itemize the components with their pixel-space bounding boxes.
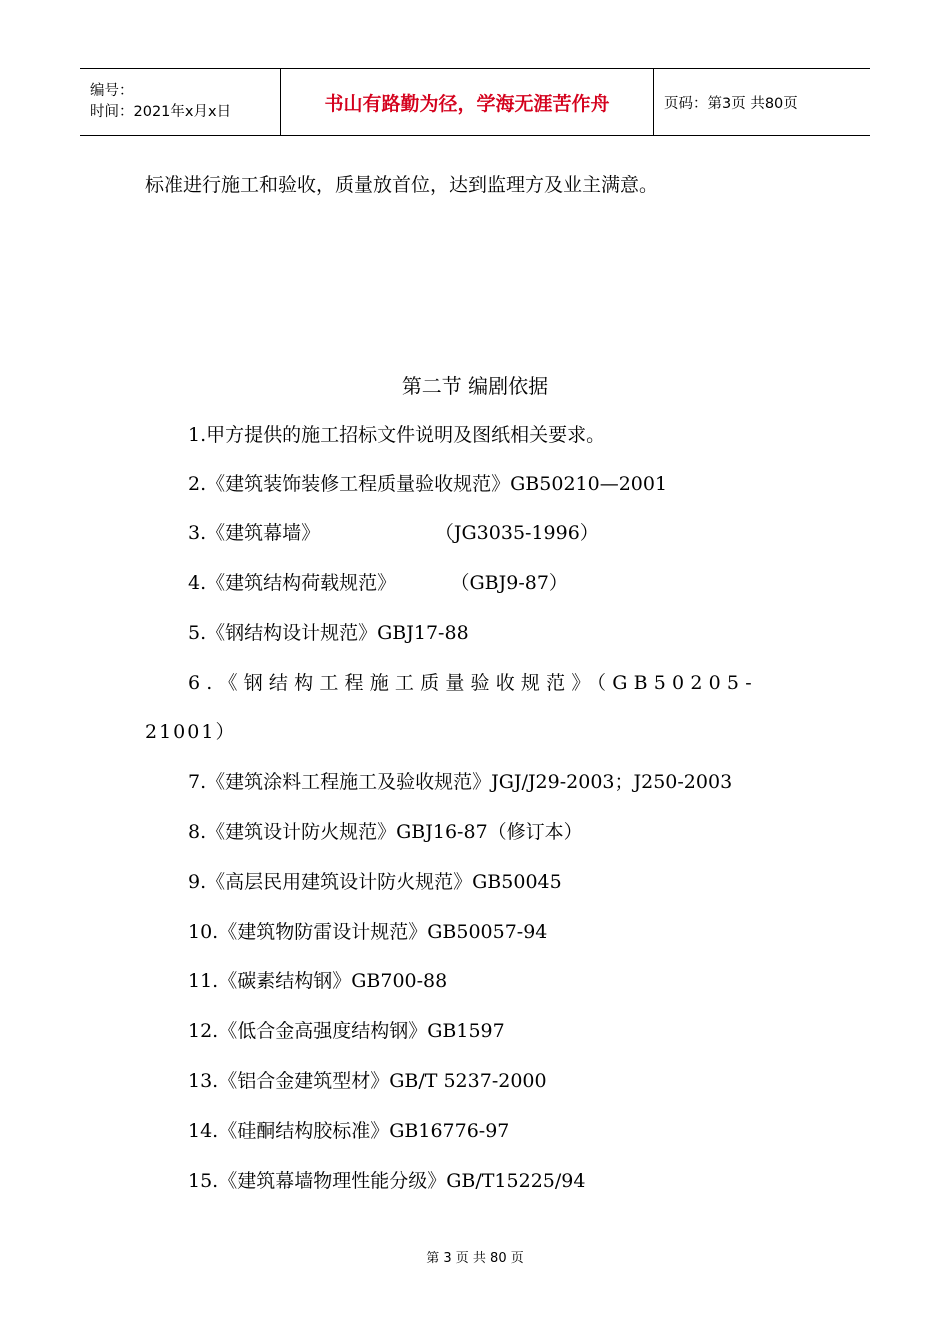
list-item-6: 6.《钢结构工程施工质量验收规范》（GB50205- xyxy=(188,672,758,694)
list-item-13: 13.《铝合金建筑型材》GB/T 5237-2000 xyxy=(188,1070,547,1092)
list-item-11: 11.《碳素结构钢》GB700-88 xyxy=(188,970,448,992)
header-motto: 书山有路勤为径，学海无涯苦作舟 xyxy=(324,92,610,115)
list-item-15: 15.《建筑幕墙物理性能分级》GB/T15225/94 xyxy=(188,1170,586,1192)
list-item-2: 2.《建筑装饰装修工程质量验收规范》GB50210—2001 xyxy=(188,473,668,495)
document-date: 时间：2021年x月x日 xyxy=(90,104,232,120)
list-item-7: 7.《建筑涂料工程施工及验收规范》JGJ/J29-2003；J250-2003 xyxy=(188,771,733,793)
list-item-8: 8.《建筑设计防火规范》GBJ16-87（修订本） xyxy=(188,821,583,843)
list-item-5: 5.《钢结构设计规范》GBJ17-88 xyxy=(188,622,469,644)
header-page-cell xyxy=(654,69,870,135)
list-item-1: 1.甲方提供的施工招标文件说明及图纸相关要求。 xyxy=(188,424,606,446)
list-item-4: 4.《建筑结构荷载规范》 （GBJ9-87） xyxy=(188,572,568,594)
list-item-12: 12.《低合金高强度结构钢》GB1597 xyxy=(188,1020,505,1042)
list-item-3: 3.《建筑幕墙》 （JG3035-1996） xyxy=(188,522,599,544)
list-item-14: 14.《硅酮结构胶标准》GB16776-97 xyxy=(188,1120,510,1142)
page-footer: 第 3 页 共 80 页 xyxy=(426,1251,524,1266)
list-item-9: 9.《高层民用建筑设计防火规范》GB50045 xyxy=(188,871,562,893)
list-item-10: 10.《建筑物防雷设计规范》GB50057-94 xyxy=(188,921,548,943)
intro-paragraph-line: 标准进行施工和验收，质量放首位，达到监理方及业主满意。 xyxy=(145,174,659,196)
document-header xyxy=(80,68,870,136)
document-number-label: 编号： xyxy=(90,83,134,99)
header-page-info: 页码：第3页 共80页 xyxy=(664,95,798,112)
section-title: 第二节 编剧依据 xyxy=(401,374,549,398)
header-motto-cell xyxy=(281,69,654,135)
header-meta-cell xyxy=(80,69,281,135)
list-item-6-continued: 21001） xyxy=(145,721,237,743)
